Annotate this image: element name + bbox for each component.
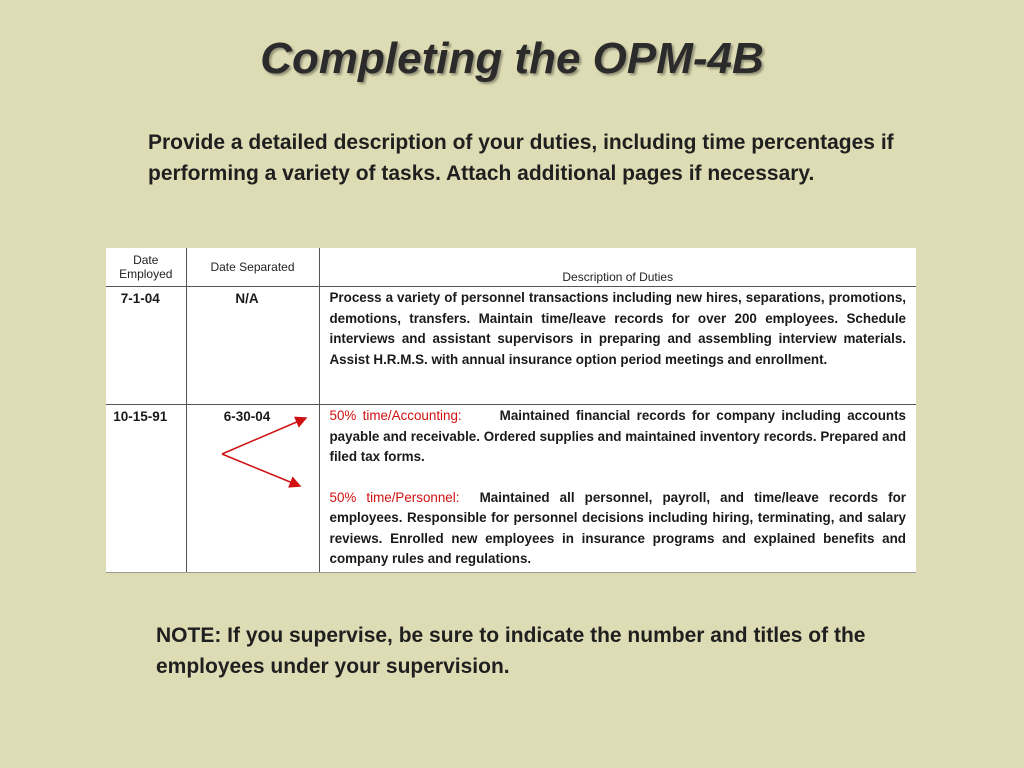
header-description: Description of Duties	[319, 248, 916, 287]
date-employed-cell: 7-1-04	[106, 287, 186, 405]
arrow-annotation	[210, 412, 320, 502]
supervision-note: NOTE: If you supervise, be sure to indicate the number and titles of the employees under your supervision.	[156, 624, 866, 678]
date-separated-cell: N/A	[186, 287, 319, 405]
arrow-to-accounting-icon	[222, 418, 306, 454]
description-cell: Process a variety of personnel transactions including new hires, separations, promotions, demotions, transfers. Maintain time/leave records for over 200 employees. Schedule interviews and assistant supervisors in preparing and assembling interview materials. Assist H.R.M.S. with annual insurance option period meetings and enrollment.	[319, 287, 916, 405]
header-date-separated: Date Separated	[186, 248, 319, 287]
duties-table	[106, 248, 916, 573]
opm-4b-form-excerpt	[106, 248, 916, 573]
header-date-employed: Date Employed	[106, 248, 186, 287]
accounting-duties-text: Maintained financial records for company including accounts payable and receivable. Ordered supplies and maintained inventory records. Prepared and filed tax forms.	[329, 408, 907, 464]
slide-title: Completing the OPM-4B	[260, 34, 764, 83]
table-row	[106, 287, 916, 405]
personnel-duties-text: Maintained all personnel, payroll, and time/leave records for employees. Responsible for personnel decisions including hiring, terminating, and salary reviews. Enrolled new employees in insurance programs and explained benefits and company rules and regulations.	[329, 489, 906, 566]
accounting-percentage-label: 50% time/Accounting:	[329, 408, 462, 423]
personnel-percentage-label: 50% time/Personnel:	[329, 489, 460, 505]
arrow-to-personnel-icon	[222, 454, 300, 486]
date-separated-cell: 6-30-04	[186, 405, 319, 574]
description-cell	[319, 405, 916, 574]
intro-text: Provide a detailed description of your duties, including time percentages if performing a variety of tasks. Attach additional pages if necessary.	[148, 131, 894, 185]
table-header-row	[106, 248, 916, 287]
paragraph-gap	[330, 468, 907, 488]
date-employed-cell: 10-15-91	[106, 405, 186, 574]
